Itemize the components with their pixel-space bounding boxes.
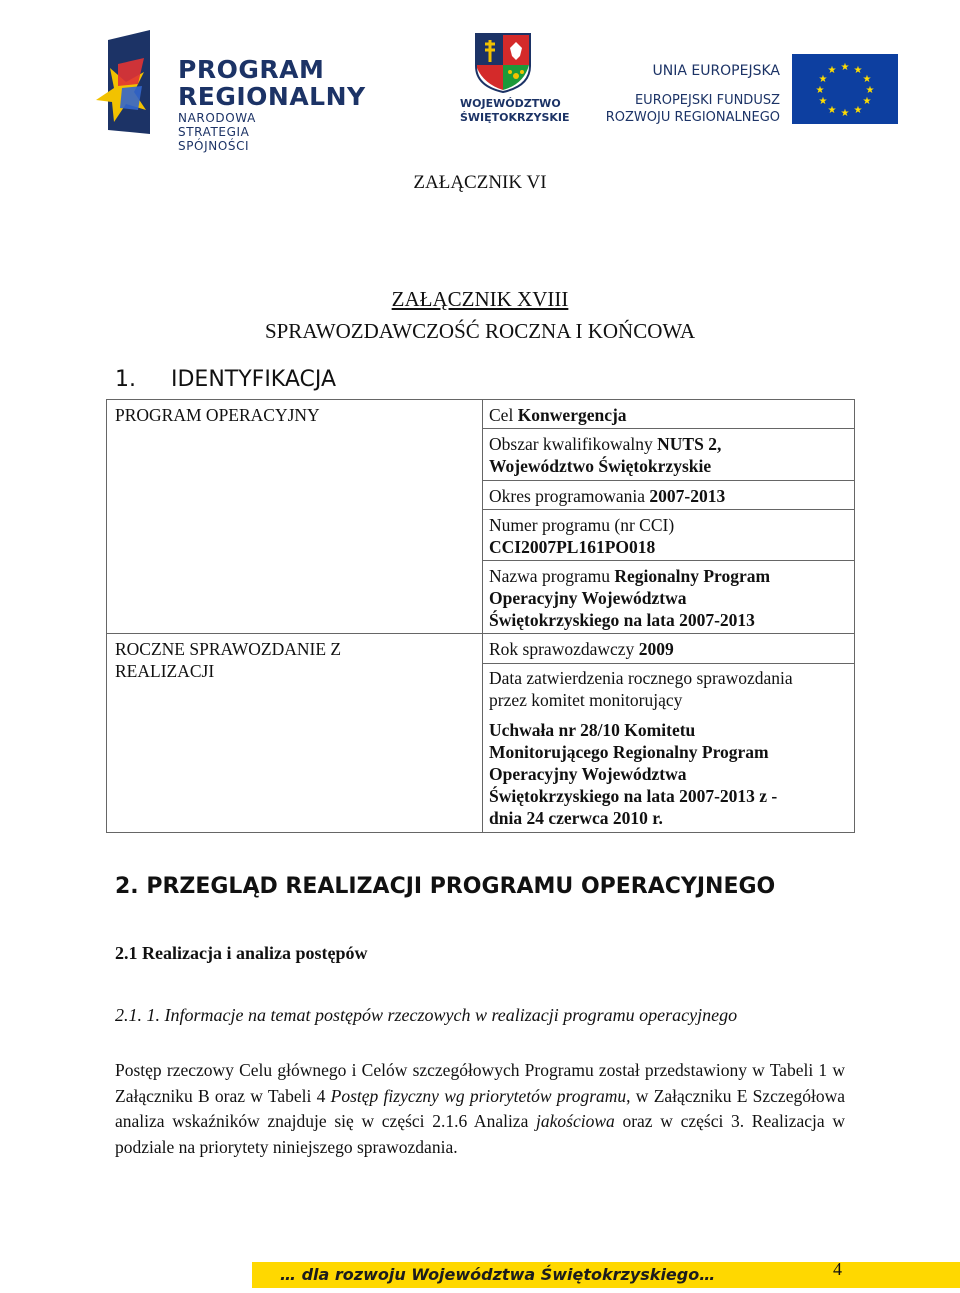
logo-text-regionalny: REGIONALNY xyxy=(178,82,366,111)
svg-text:★: ★ xyxy=(840,62,850,73)
svg-text:★: ★ xyxy=(818,96,828,107)
svg-text:★: ★ xyxy=(862,96,872,107)
cell-period xyxy=(489,485,849,507)
table-column-divider xyxy=(482,400,483,832)
logo-text-regional-development: ROZWOJU REGIONALNEGO xyxy=(605,110,780,125)
paragraph-italic-1: Postęp fizyczny wg priorytetów programu xyxy=(330,1085,627,1106)
program-name-value-1: Regionalny Program xyxy=(614,566,771,586)
svg-text:★: ★ xyxy=(827,65,837,76)
resolution-line-4: Świętokrzyskiego na lata 2007-2013 z - xyxy=(489,786,778,806)
resolution-line-2: Monitorującego Regionalny Program xyxy=(489,742,769,762)
svg-text:★: ★ xyxy=(862,74,872,85)
table-row-divider xyxy=(107,633,855,634)
annex-xviii-title: ZAŁĄCZNIK XVIII xyxy=(391,287,569,311)
page-number: 4 xyxy=(833,1259,842,1279)
section-1-heading xyxy=(115,367,336,392)
program-number-value: CCI2007PL161PO018 xyxy=(489,537,656,557)
identification-table xyxy=(106,399,855,833)
coat-of-arms-icon xyxy=(474,32,532,94)
table-row-divider xyxy=(482,663,855,664)
logo-text-strategy: NARODOWA STRATEGIA SPÓJNOŚCI xyxy=(178,111,256,153)
paragraph-text-1: Postęp rzeczowy Celu głównego i Celów szczegółowych Programu został przedstawiony w Tabeli 1 w Załączniku B oraz w Tabeli 4 xyxy=(115,1060,845,1106)
section-2-heading: 2. PRZEGLĄD REALIZACJI PROGRAMU OPERACYJNEGO xyxy=(115,874,776,899)
reporting-year-label: Rok sprawozdawczy xyxy=(489,639,635,659)
area-label: Obszar kwalifikowalny xyxy=(489,434,653,454)
document-subtitle: SPRAWOZDAWCZOŚĆ ROCZNA I KOŃCOWA xyxy=(264,319,696,343)
svg-text:★: ★ xyxy=(840,108,850,119)
section-2-1-1-heading: 2.1. 1. Informacje na temat postępów rzeczowych w realizacji programu operacyjnego xyxy=(115,1005,738,1025)
annex-vi-title: ZAŁĄCZNIK VI xyxy=(413,172,547,193)
logo-text-fund: EUROPEJSKI FUNDUSZ xyxy=(634,93,780,108)
cell-reporting-year xyxy=(489,638,849,660)
logo-text-program: PROGRAM xyxy=(178,55,325,84)
cell-program-name xyxy=(489,565,849,631)
svg-text:★: ★ xyxy=(865,85,875,96)
period-value: 2007-2013 xyxy=(649,486,726,506)
cell-resolution xyxy=(489,719,849,829)
logo-text-wojewodztwo: WOJEWÓDZTWO xyxy=(460,97,561,110)
program-name-label: Nazwa programu xyxy=(489,566,610,586)
eu-flag-icon xyxy=(792,54,898,124)
cell-approval-date xyxy=(489,667,849,711)
area-value: NUTS 2, xyxy=(657,434,722,454)
section-1-title: IDENTYFIKACJA xyxy=(171,367,337,392)
section-2-1-heading: 2.1 Realizacja i analiza postępów xyxy=(115,943,368,963)
period-label: Okres programowania xyxy=(489,486,645,506)
program-number-label: Numer programu (nr CCI) xyxy=(489,515,675,535)
paragraph-text-3: oraz w części 3. Realizacja w podziale na priorytety niniejszego sprawozdania. xyxy=(115,1111,845,1157)
table-row-divider xyxy=(482,509,855,510)
paragraph-italic-2: jakościowa xyxy=(536,1111,615,1131)
table-row-divider xyxy=(482,560,855,561)
logo-text-eu: UNIA EUROPEJSKA xyxy=(652,63,780,79)
svg-text:★: ★ xyxy=(827,105,837,116)
approval-label-2: przez komitet monitorujący xyxy=(489,690,683,710)
cell-objective xyxy=(489,404,849,426)
program-regionalny-emblem xyxy=(88,30,178,138)
resolution-line-5: dnia 24 czerwca 2010 r. xyxy=(489,808,663,828)
progress-paragraph xyxy=(115,1058,845,1160)
cell-program-operacyjny: PROGRAM OPERACYJNY xyxy=(115,405,320,425)
cell-area xyxy=(489,433,849,477)
paragraph-text-2: , w Załączniku E Szczegółowa analiza wskaźników znajduje się w części 2.1.6 Analiza xyxy=(115,1085,845,1131)
objective-value: Konwergencja xyxy=(517,405,627,425)
logo-text-swietokrzyskie: ŚWIĘTOKRZYSKIE xyxy=(460,111,570,124)
cell-roczne-sprawozdanie: ROCZNE SPRAWOZDANIE Z REALIZACJI xyxy=(115,639,342,681)
table-row-divider xyxy=(482,480,855,481)
area-region: Województwo Świętokrzyskie xyxy=(489,456,712,476)
footer-slogan: … dla rozwoju Województwa Świętokrzyskiego… xyxy=(280,1265,716,1284)
program-name-value-2: Operacyjny Województwa xyxy=(489,588,687,608)
svg-text:★: ★ xyxy=(815,85,825,96)
svg-text:★: ★ xyxy=(853,105,863,116)
resolution-line-1: Uchwała nr 28/10 Komitetu xyxy=(489,720,696,740)
resolution-line-3: Operacyjny Województwa xyxy=(489,764,687,784)
approval-label-1: Data zatwierdzenia rocznego sprawozdania xyxy=(489,668,793,688)
svg-text:★: ★ xyxy=(853,65,863,76)
objective-label: Cel xyxy=(489,405,514,425)
cell-program-number xyxy=(489,514,849,558)
program-name-value-3: Świętokrzyskiego na lata 2007-2013 xyxy=(489,610,755,630)
table-row-divider xyxy=(482,428,855,429)
svg-text:★: ★ xyxy=(818,74,828,85)
section-1-number: 1. xyxy=(115,367,136,392)
reporting-year-value: 2009 xyxy=(638,639,674,659)
